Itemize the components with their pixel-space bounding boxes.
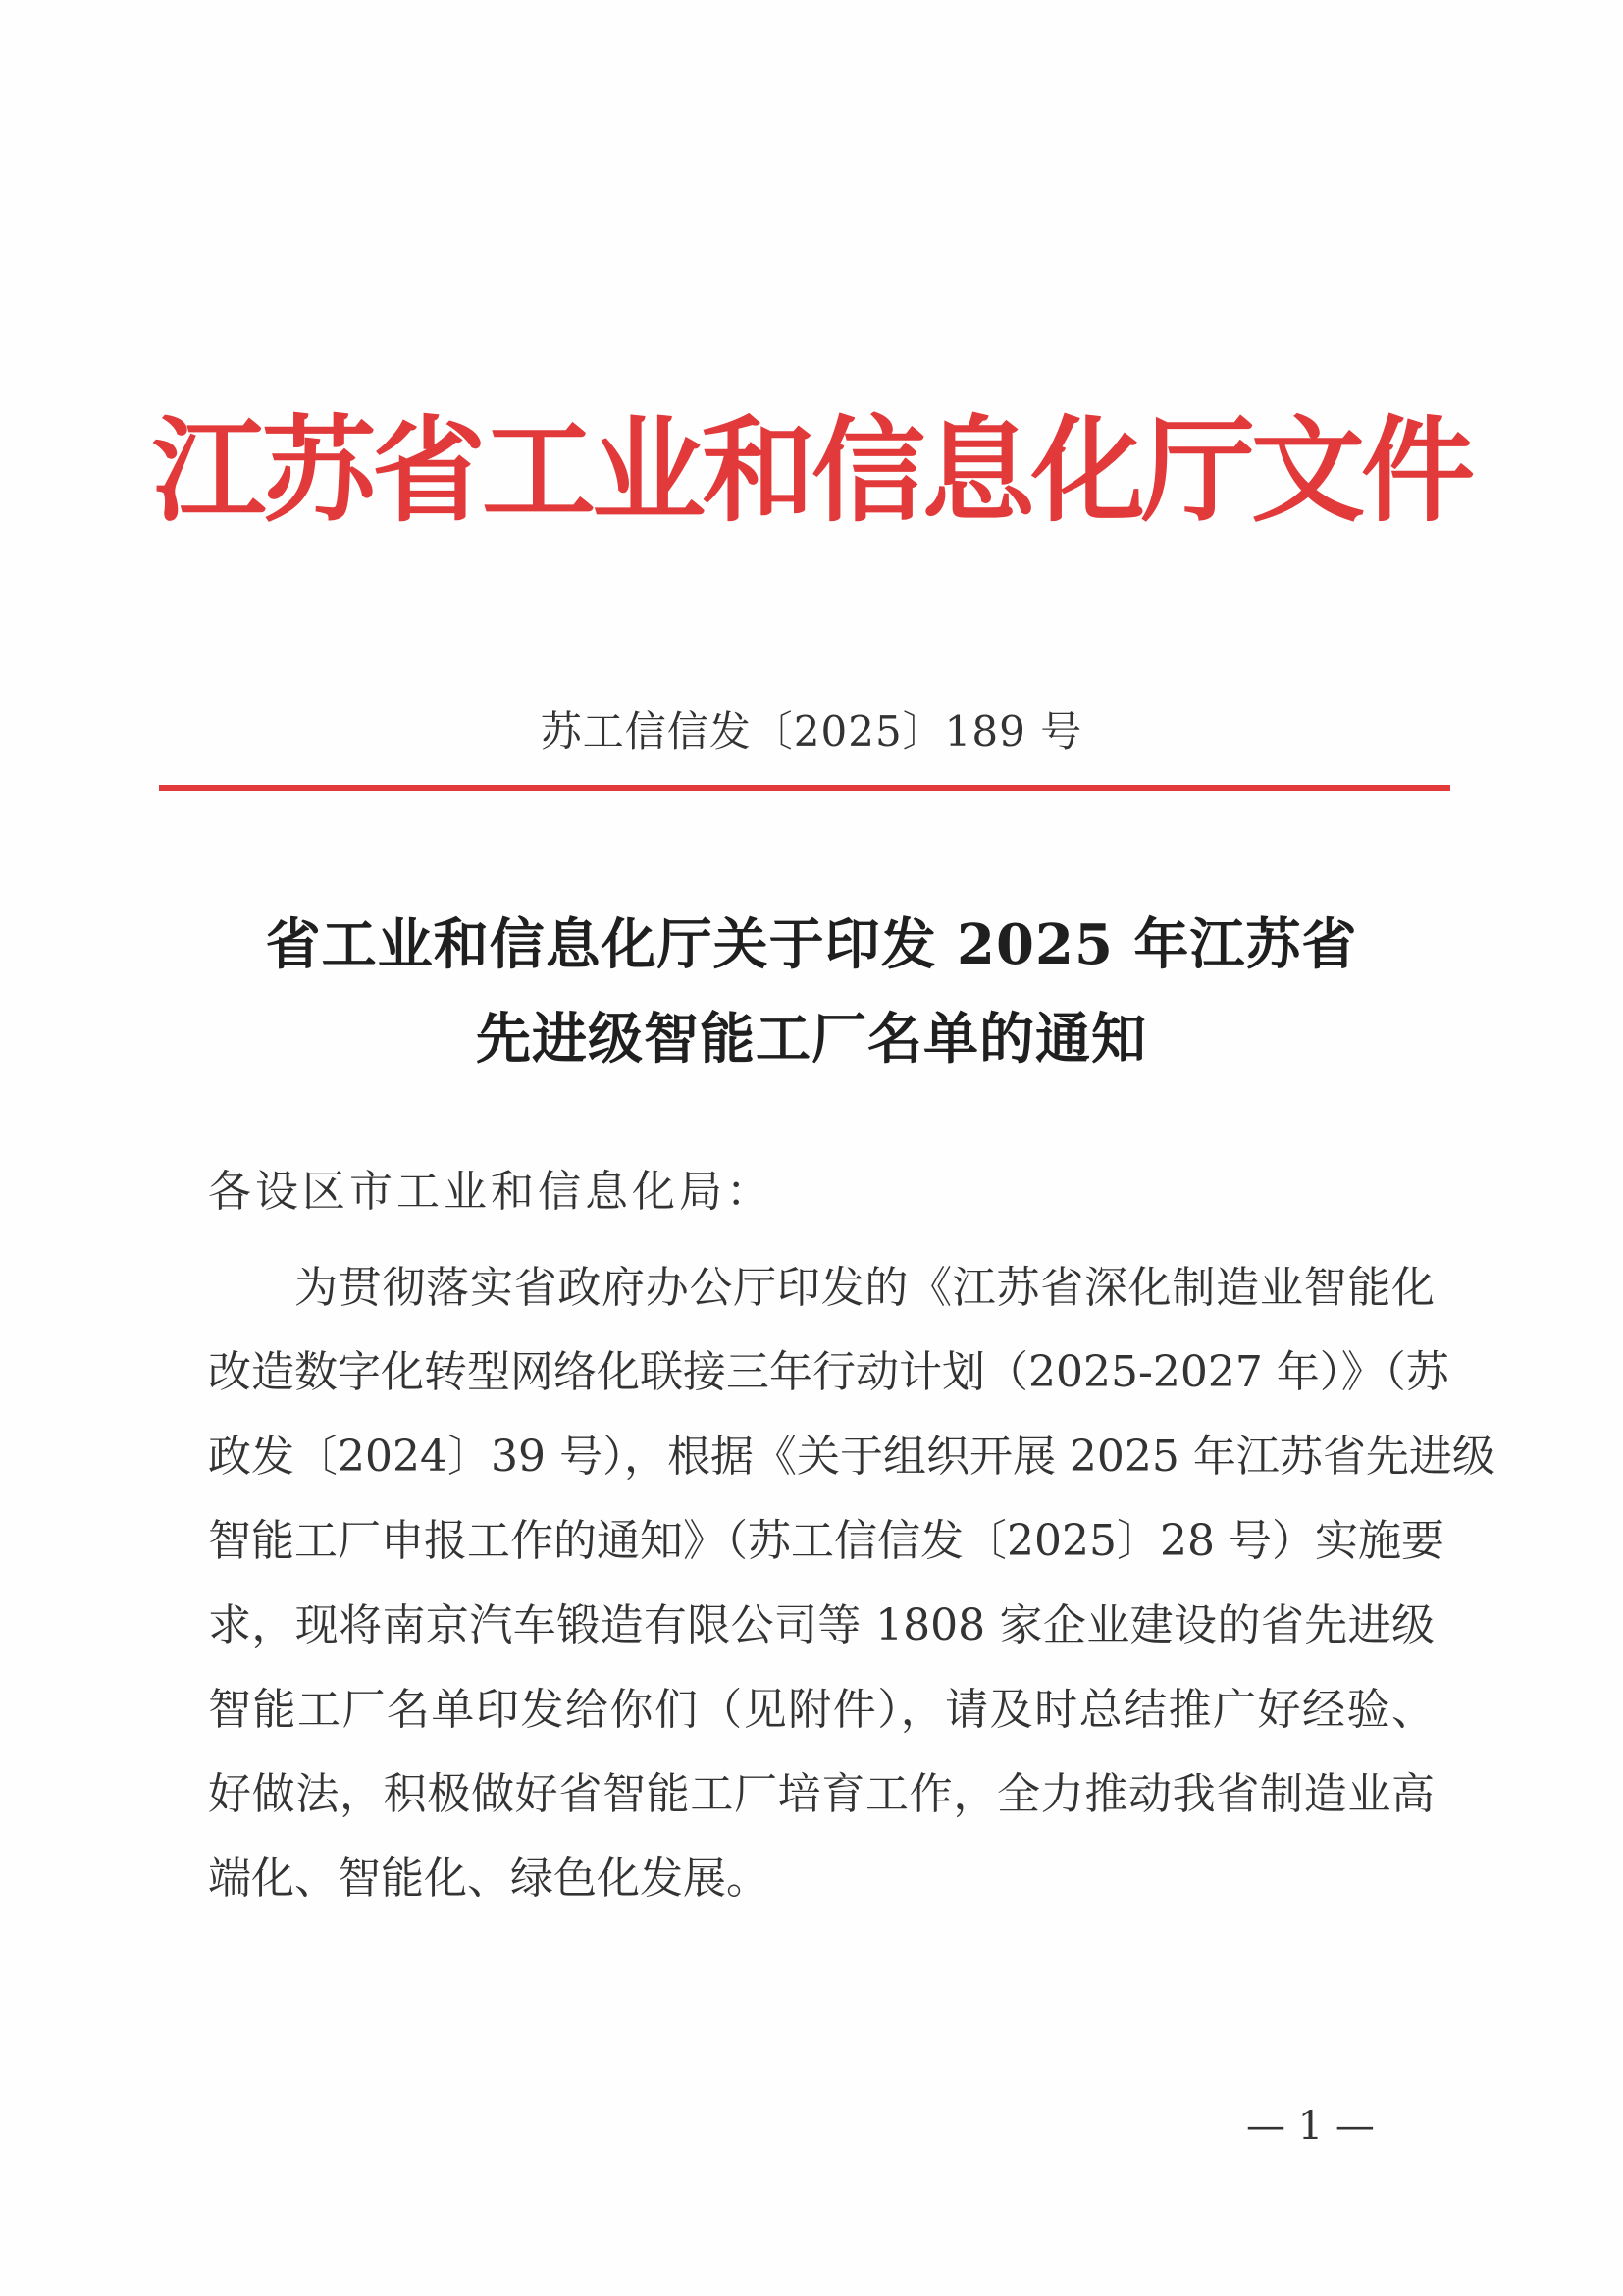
body-line: 智能工厂名单印发给你们（见附件），请及时总结推广好经验、	[208, 1685, 1435, 1735]
body-line: 端化、智能化、绿色化发展。	[208, 1853, 769, 1904]
notice-title-line-1: 省工业和信息化厅关于印发 2025 年江苏省	[265, 913, 1358, 977]
red-divider	[159, 785, 1450, 791]
page-number: — 1 —	[1246, 2104, 1375, 2149]
body-line: 智能工厂申报工作的通知》（苏工信信发〔2025〕28 号）实施要	[208, 1516, 1444, 1566]
document-number: 苏工信信发〔2025〕189 号	[540, 707, 1083, 756]
notice-title-line-2: 先进级智能工厂名单的通知	[476, 1007, 1147, 1071]
body-line: 改造数字化转型网络化联接三年行动计划（2025-2027 年）》（苏	[208, 1347, 1449, 1397]
body-line: 好做法，积极做好省智能工厂培育工作，全力推动我省制造业高	[208, 1769, 1435, 1819]
salutation: 各设区市工业和信息化局：	[208, 1167, 773, 1217]
notice-title	[0, 898, 1623, 1086]
body-line: 求，现将南京汽车锻造有限公司等 1808 家企业建设的省先进级	[208, 1600, 1435, 1650]
masthead-title: 江苏省工业和信息化厅文件	[152, 404, 1471, 538]
body-paragraph	[208, 1246, 1495, 1921]
body-line: 为贯彻落实省政府办公厅印发的《江苏省深化制造业智能化	[294, 1263, 1435, 1313]
body-line: 政发〔2024〕39 号），根据《关于组织开展 2025 年江苏省先进级	[208, 1432, 1495, 1482]
